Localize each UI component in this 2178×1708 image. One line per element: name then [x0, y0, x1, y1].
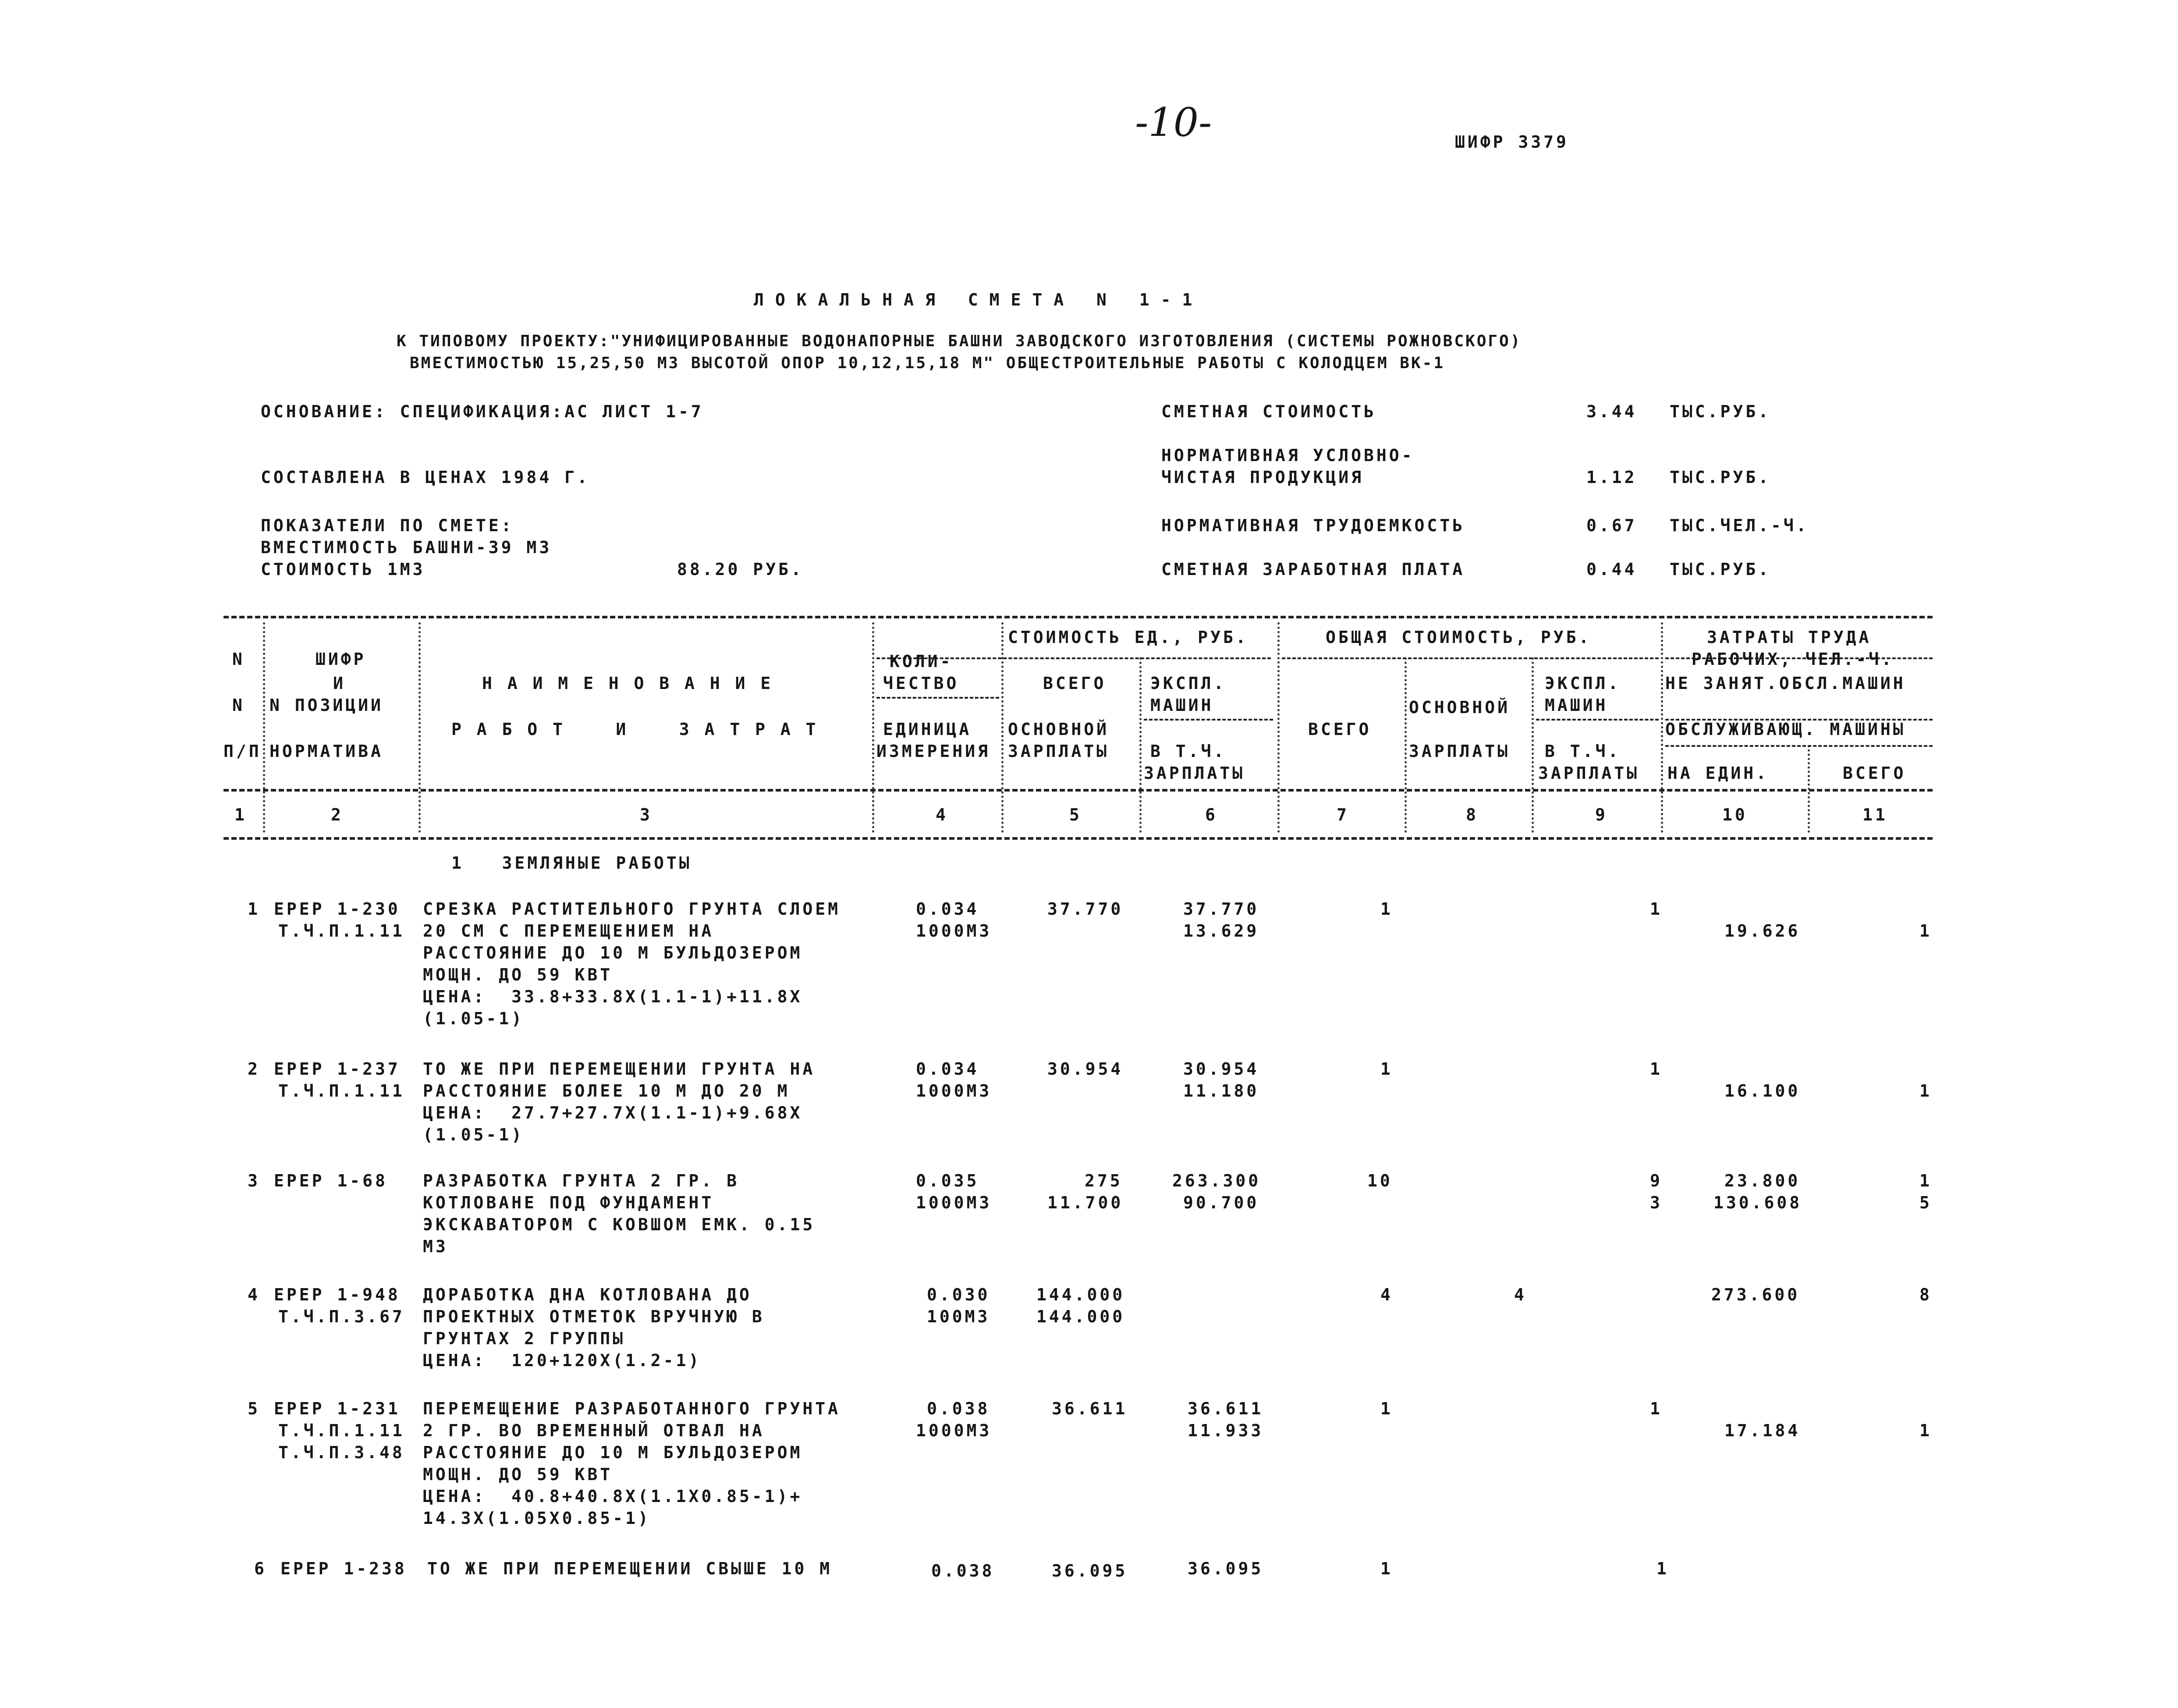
- row-quantity: 0.038: [931, 1561, 995, 1580]
- summary-value-production: 1.12: [1586, 468, 1637, 487]
- row-labor-unit: 17.184: [1724, 1421, 1801, 1440]
- col-sep-3: [872, 622, 874, 833]
- col-sep-5: [1139, 657, 1142, 833]
- row-unit-machine-wages: 90.700: [1183, 1193, 1259, 1212]
- row-code: Т.Ч.П.1.11: [278, 1081, 405, 1101]
- header-c7: ВСЕГО: [1308, 720, 1372, 739]
- header-c4-3: ЕДИНИЦА: [883, 720, 972, 739]
- row-total-machines: 1: [1657, 1559, 1669, 1578]
- page-number: -10-: [1135, 99, 1212, 146]
- row-labor-total: 1: [1919, 1421, 1932, 1440]
- row-name: ЭКСКАВАТОРОМ С КОВШОМ ЕМК. 0.15: [423, 1215, 816, 1234]
- subtitle-line-2: ВМЕСТИМОСТЬЮ 15,25,50 М3 ВЫСОТОЙ ОПОР 10,12,15,18 М" ОБЩЕСТРОИТЕЛЬНЫЕ РАБОТЫ С КОЛОДЦЕМ ВК-1: [410, 354, 1445, 372]
- header-c5-1: ВСЕГО: [1043, 674, 1107, 693]
- header-c6-2: МАШИН: [1150, 696, 1214, 715]
- row-name: ДОРАБОТКА ДНА КОТЛОВАНА ДО: [423, 1285, 752, 1304]
- section-heading: 1 ЗЕМЛЯНЫЕ РАБОТЫ: [451, 853, 692, 873]
- row-total-wages: 4: [1514, 1285, 1527, 1304]
- header-c4-1: КОЛИ-: [890, 652, 953, 671]
- numbers-bottom-rule: [223, 837, 1933, 840]
- row-number: 6: [254, 1559, 267, 1578]
- row-name: 20 СМ С ПЕРЕМЕЩЕНИЕМ НА: [423, 921, 714, 941]
- header-group-labor-1: ЗАТРАТЫ ТРУДА: [1707, 628, 1872, 647]
- row-name: КОТЛОВАНЕ ПОД ФУНДАМЕНТ: [423, 1193, 714, 1212]
- row-code: ЕРЕР 1-237: [274, 1059, 401, 1079]
- unit-cost-label: СТОИМОСТЬ 1М3: [261, 560, 426, 579]
- colnum-5: 5: [1069, 805, 1082, 824]
- row-number: 2: [248, 1059, 260, 1079]
- row-total: 1: [1380, 1399, 1393, 1418]
- row-code: ЕРЕР 1-230: [274, 899, 401, 919]
- row-unit-total: 37.770: [1047, 899, 1124, 919]
- row-code: Т.Ч.П.1.11: [278, 921, 405, 941]
- summary-unit-cost: ТЫС.РУБ.: [1670, 402, 1771, 421]
- row-name: ЦЕНА: 27.7+27.7Х(1.1-1)+9.68Х: [423, 1103, 803, 1122]
- header-c8-2: ЗАРПЛАТЫ: [1409, 742, 1511, 761]
- row-labor-total-machines: 5: [1919, 1193, 1932, 1212]
- row-unit-wages: 11.700: [1047, 1193, 1124, 1212]
- header-c2-3: N ПОЗИЦИИ: [270, 696, 383, 715]
- summary-value-cost: 3.44: [1586, 402, 1637, 421]
- summary-unit-labor: ТЫС.ЧЕЛ.-Ч.: [1670, 516, 1809, 535]
- header-rule-c6: [1144, 719, 1273, 721]
- row-unit: 100М3: [927, 1307, 990, 1326]
- row-code: Т.Ч.П.1.11: [278, 1421, 405, 1440]
- row-unit-total: 30.954: [1047, 1059, 1124, 1079]
- row-labor-unit: 19.626: [1724, 921, 1801, 941]
- row-code: Т.Ч.П.3.48: [278, 1443, 405, 1462]
- row-code: Т.Ч.П.3.67: [278, 1307, 405, 1326]
- header-c2-2: И: [333, 674, 346, 693]
- row-unit: 1000М3: [916, 1081, 992, 1101]
- header-c1-3: П/П: [223, 742, 262, 761]
- row-unit-machines: 37.770: [1183, 899, 1259, 919]
- row-code: ЕРЕР 1-231: [274, 1399, 401, 1418]
- row-code: ЕРЕР 1-948: [274, 1285, 401, 1304]
- col-sep-4: [1001, 622, 1004, 833]
- colnum-6: 6: [1205, 805, 1218, 824]
- row-labor-total: 8: [1919, 1285, 1932, 1304]
- header-c9-2: МАШИН: [1545, 696, 1608, 715]
- row-quantity: 0.034: [916, 1059, 979, 1079]
- row-name: ТО ЖЕ ПРИ ПЕРЕМЕЩЕНИИ СВЫШЕ 10 М: [427, 1559, 833, 1578]
- row-unit: 1000М3: [916, 1193, 992, 1212]
- row-total-machine-wages: 3: [1650, 1193, 1663, 1212]
- row-unit-total: 36.611: [1052, 1399, 1128, 1418]
- header-c9-1: ЭКСПЛ.: [1545, 674, 1621, 693]
- col-sep-1: [263, 622, 265, 833]
- row-unit-machine-wages: 13.629: [1183, 921, 1259, 941]
- colnum-3: 3: [640, 805, 653, 824]
- row-name: ЦЕНА: 120+120Х(1.2-1): [423, 1351, 702, 1370]
- header-group-labor-3: НЕ ЗАНЯТ.ОБСЛ.МАШИН: [1665, 674, 1906, 693]
- header-c5-3: ЗАРПЛАТЫ: [1008, 742, 1110, 761]
- row-name: 2 ГР. ВО ВРЕМЕННЫЙ ОТВАЛ НА: [423, 1421, 765, 1440]
- row-quantity: 0.030: [927, 1285, 990, 1304]
- row-number: 1: [248, 899, 260, 919]
- header-rule-c4: [876, 697, 999, 699]
- row-name: СРЕЗКА РАСТИТЕЛЬНОГО ГРУНТА СЛОЕМ: [423, 899, 841, 919]
- row-name: РАЗРАБОТКА ГРУНТА 2 ГР. В: [423, 1171, 739, 1190]
- row-name: ЦЕНА: 40.8+40.8Х(1.1Х0.85-1)+: [423, 1487, 803, 1506]
- header-c10: НА ЕДИН.: [1667, 763, 1769, 783]
- row-unit-machine-wages: 11.933: [1188, 1421, 1264, 1440]
- indicators-heading: ПОКАЗАТЕЛИ ПО СМЕТЕ:: [261, 516, 514, 535]
- row-name: РАССТОЯНИЕ ДО 10 М БУЛЬДОЗЕРОМ: [423, 943, 803, 962]
- row-quantity: 0.035: [916, 1171, 979, 1190]
- row-number: 4: [248, 1285, 260, 1304]
- row-name: (1.05-1): [423, 1009, 525, 1028]
- header-group-labor-2: РАБОЧИХ, ЧЕЛ.-Ч.: [1692, 650, 1894, 669]
- row-unit-total: 144.000: [1036, 1285, 1125, 1304]
- row-name: ГРУНТАХ 2 ГРУППЫ: [423, 1329, 626, 1348]
- header-c9-4: ЗАРПЛАТЫ: [1538, 763, 1640, 783]
- row-total: 4: [1380, 1285, 1393, 1304]
- row-labor-unit-machines: 130.608: [1713, 1193, 1802, 1212]
- header-rule-c10: [1665, 745, 1933, 747]
- row-code: ЕРЕР 1-68: [274, 1171, 388, 1190]
- row-unit-machine-wages: 11.180: [1183, 1081, 1259, 1101]
- header-c11: ВСЕГО: [1843, 763, 1906, 783]
- row-name: 14.3Х(1.05Х0.85-1): [423, 1509, 651, 1528]
- row-total-machines: 9: [1650, 1171, 1663, 1190]
- prices-line: СОСТАВЛЕНА В ЦЕНАХ 1984 Г.: [261, 468, 590, 487]
- header-c6-3: В Т.Ч.: [1150, 742, 1227, 761]
- summary-value-wages: 0.44: [1586, 560, 1637, 579]
- colnum-2: 2: [331, 805, 344, 824]
- summary-value-labor: 0.67: [1586, 516, 1637, 535]
- row-name: ЦЕНА: 33.8+33.8Х(1.1-1)+11.8Х: [423, 987, 803, 1006]
- header-c1-1: N: [232, 650, 245, 669]
- basis-line: ОСНОВАНИЕ: СПЕЦИФИКАЦИЯ:АС ЛИСТ 1-7: [261, 402, 704, 421]
- row-unit-machines: 36.095: [1188, 1559, 1264, 1578]
- header-group-total-cost: ОБЩАЯ СТОИМОСТЬ, РУБ.: [1326, 628, 1592, 647]
- row-unit: 1000М3: [916, 1421, 992, 1440]
- header-c6-1: ЭКСПЛ.: [1150, 674, 1227, 693]
- header-c4-2: ЧЕСТВО: [883, 674, 959, 693]
- colnum-7: 7: [1337, 805, 1349, 824]
- row-unit: 1000М3: [916, 921, 992, 941]
- row-name: ПЕРЕМЕЩЕНИЕ РАЗРАБОТАННОГО ГРУНТА: [423, 1399, 841, 1418]
- summary-label-production-2: ЧИСТАЯ ПРОДУКЦИЯ: [1161, 468, 1364, 487]
- row-name: ПРОЕКТНЫХ ОТМЕТОК ВРУЧНУЮ В: [423, 1307, 765, 1326]
- unit-cost-value: 88.20 РУБ.: [677, 560, 804, 579]
- row-total: 1: [1380, 899, 1393, 919]
- row-name: ТО ЖЕ ПРИ ПЕРЕМЕЩЕНИИ ГРУНТА НА: [423, 1059, 816, 1079]
- capacity-line: ВМЕСТИМОСТЬ БАШНИ-39 М3: [261, 538, 552, 557]
- row-name: М3: [423, 1237, 448, 1256]
- row-unit-total: 36.095: [1052, 1561, 1128, 1580]
- header-c3-2: Р А Б О Т И З А Т Р А Т: [451, 720, 819, 739]
- header-c9-3: В Т.Ч.: [1545, 742, 1621, 761]
- row-unit-machines: 263.300: [1172, 1171, 1261, 1190]
- summary-unit-production: ТЫС.РУБ.: [1670, 468, 1771, 487]
- header-c6-4: ЗАРПЛАТЫ: [1144, 763, 1245, 783]
- col-sep-8: [1532, 657, 1534, 833]
- header-c5-2: ОСНОВНОЙ: [1008, 720, 1110, 739]
- row-unit-wages: 144.000: [1036, 1307, 1125, 1326]
- row-labor-total: 1: [1919, 1171, 1932, 1190]
- header-rule-c9: [1536, 719, 1659, 721]
- row-total: 1: [1380, 1559, 1393, 1578]
- row-name: РАССТОЯНИЕ ДО 10 М БУЛЬДОЗЕРОМ: [423, 1443, 803, 1462]
- colnum-9: 9: [1595, 805, 1608, 824]
- summary-unit-wages: ТЫС.РУБ.: [1670, 560, 1771, 579]
- header-c8-1: ОСНОВНОЙ: [1409, 698, 1511, 717]
- row-code: ЕРЕР 1-238: [280, 1559, 407, 1578]
- col-sep-10: [1808, 745, 1810, 833]
- colnum-10: 10: [1722, 805, 1748, 824]
- row-total: 10: [1367, 1171, 1393, 1190]
- summary-label-labor: НОРМАТИВНАЯ ТРУДОЕМКОСТЬ: [1161, 516, 1465, 535]
- row-total-machines: 1: [1650, 899, 1663, 919]
- row-quantity: 0.038: [927, 1399, 990, 1418]
- row-labor-total: 1: [1919, 1081, 1932, 1101]
- header-bottom-rule: [223, 789, 1933, 792]
- col-sep-9: [1661, 622, 1663, 833]
- row-total-machines: 1: [1650, 1059, 1663, 1079]
- row-name: МОЩН. ДО 59 КВТ: [423, 965, 613, 984]
- row-unit-machines: 36.611: [1188, 1399, 1264, 1418]
- row-number: 5: [248, 1399, 260, 1418]
- row-labor-unit: 273.600: [1711, 1285, 1800, 1304]
- colnum-4: 4: [936, 805, 948, 824]
- row-unit-machines: 30.954: [1183, 1059, 1259, 1079]
- header-c4-4: ИЗМЕРЕНИЯ: [876, 742, 990, 761]
- summary-label-production-1: НОРМАТИВНАЯ УСЛОВНО-: [1161, 446, 1415, 465]
- row-number: 3: [248, 1171, 260, 1190]
- row-total: 1: [1380, 1059, 1393, 1079]
- col-sep-6: [1277, 622, 1280, 833]
- colnum-11: 11: [1862, 805, 1888, 824]
- summary-label-wages: СМЕТНАЯ ЗАРАБОТНАЯ ПЛАТА: [1161, 560, 1465, 579]
- header-c2-4: НОРМАТИВА: [270, 742, 383, 761]
- document-code: ШИФР 3379: [1455, 132, 1569, 152]
- col-sep-7: [1405, 657, 1407, 833]
- summary-label-cost: СМЕТНАЯ СТОИМОСТЬ: [1161, 402, 1376, 421]
- colnum-1: 1: [234, 805, 247, 824]
- header-c3-1: Н А И М Е Н О В А Н И Е: [482, 674, 773, 693]
- header-c2-1: ШИФР: [316, 650, 366, 669]
- row-unit-total: 275: [1085, 1171, 1123, 1190]
- row-labor-total: 1: [1919, 921, 1932, 941]
- document-title: ЛОКАЛЬНАЯ СМЕТА N 1-1: [754, 290, 1204, 309]
- row-name: МОЩН. ДО 59 КВТ: [423, 1465, 613, 1484]
- row-name: (1.05-1): [423, 1125, 525, 1144]
- subtitle-line-1: К ТИПОВОМУ ПРОЕКТУ:"УНИФИЦИРОВАННЫЕ ВОДОНАПОРНЫЕ БАШНИ ЗАВОДСКОГО ИЗГОТОВЛЕНИЯ (СИСТЕМЫ РОЖНОВСКОГО): [397, 332, 1522, 350]
- header-c1-2: N: [232, 696, 245, 715]
- row-name: РАССТОЯНИЕ БОЛЕЕ 10 М ДО 20 М: [423, 1081, 790, 1101]
- row-labor-unit: 16.100: [1724, 1081, 1801, 1101]
- row-labor-unit: 23.800: [1724, 1171, 1801, 1190]
- row-quantity: 0.034: [916, 899, 979, 919]
- header-group-labor-4: ОБСЛУЖИВАЮЩ. МАШИНЫ: [1665, 720, 1906, 739]
- col-sep-2: [419, 622, 421, 833]
- header-rule-total: [1282, 657, 1659, 659]
- table-top-rule: [223, 616, 1933, 618]
- header-group-unit-cost: СТОИМОСТЬ ЕД., РУБ.: [1008, 628, 1249, 647]
- row-total-machines: 1: [1650, 1399, 1663, 1418]
- colnum-8: 8: [1466, 805, 1479, 824]
